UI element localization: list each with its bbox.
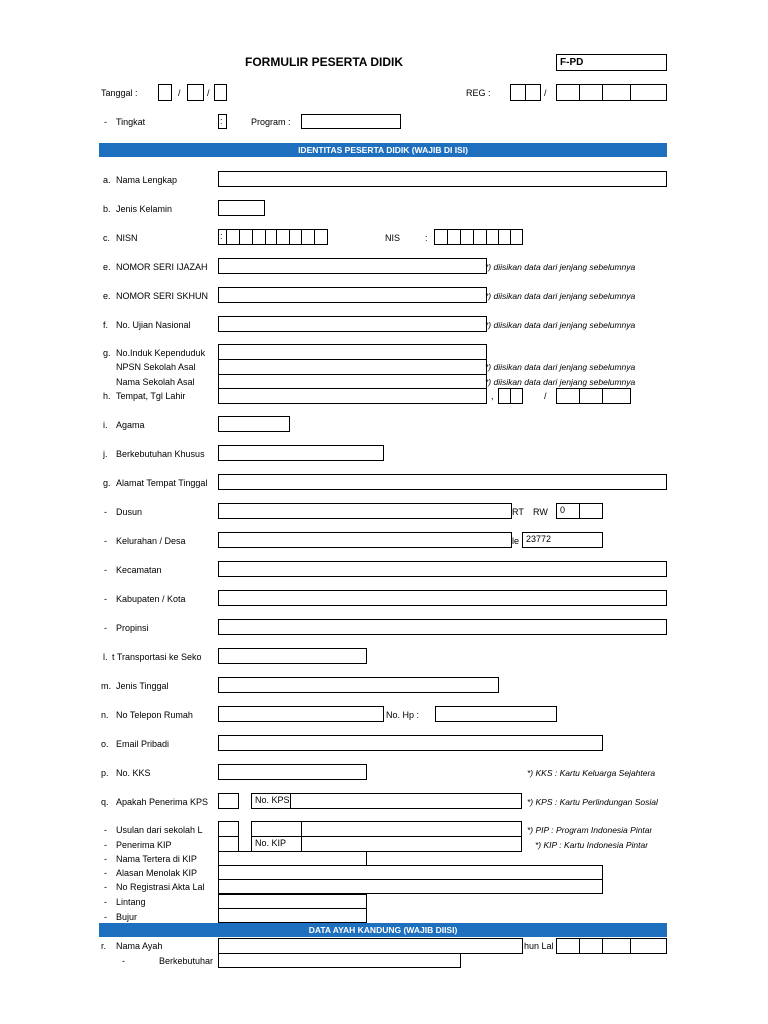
nik-label: No.Induk Kependuduk <box>116 348 206 358</box>
nama-lengkap-field[interactable] <box>218 171 667 187</box>
kip-answer-field[interactable] <box>218 836 239 852</box>
o-letter: o. <box>101 739 109 749</box>
kps-no-label-box: No. KPS <box>251 793 302 809</box>
tgl-lahir-day-2[interactable] <box>510 388 523 404</box>
ujian-nasional-label: No. Ujian Nasional <box>116 320 191 330</box>
tgl-lahir-year-1[interactable] <box>579 388 603 404</box>
tanggal-year-box[interactable] <box>214 84 227 101</box>
agama-label: Agama <box>116 420 145 430</box>
nisn-digit-7[interactable] <box>301 229 315 245</box>
usulan-dash: - <box>104 825 107 835</box>
tahun-lahir-box-4[interactable] <box>630 938 667 954</box>
kks-label: No. KKS <box>116 768 151 778</box>
l-letter: l. <box>103 652 108 662</box>
kodepos-label: le <box>512 536 520 546</box>
n-letter: n. <box>101 710 109 720</box>
kodepos-field[interactable]: 23772 <box>522 532 603 548</box>
c-letter: c. <box>103 233 111 243</box>
lintang-dash: - <box>104 897 107 907</box>
usulan-field[interactable] <box>218 821 239 837</box>
kabupaten-label: Kabupaten / Kota <box>116 594 186 604</box>
skhun-field[interactable] <box>218 287 487 303</box>
tahun-lahir-box-1[interactable] <box>556 938 580 954</box>
reg-box-2[interactable] <box>525 84 541 101</box>
dusun-label: Dusun <box>116 507 143 517</box>
tempat-lahir-label: Tempat, Tgl Lahir <box>116 391 186 401</box>
reg-box-5[interactable] <box>602 84 631 101</box>
tanggal-slash-1: / <box>178 88 181 98</box>
nama-ayah-label: Nama Ayah <box>116 941 163 951</box>
section-identitas: IDENTITAS PESERTA DIDIK (WAJIB DI ISI) <box>99 143 667 157</box>
rw-field[interactable]: 0 <box>556 503 580 519</box>
jenis-kelamin-label: Jenis Kelamin <box>116 204 173 214</box>
npsn-note: *) diisikan data dari jenjang sebelumnya <box>485 362 636 372</box>
tanggal-month-box[interactable] <box>187 84 204 101</box>
usulan-extra-1[interactable] <box>251 821 302 837</box>
nis-digit-7[interactable] <box>510 229 523 245</box>
nisn-digit-2[interactable] <box>239 229 253 245</box>
nama-lengkap-label: Nama Lengkap <box>116 175 178 185</box>
tanggal-day-box[interactable] <box>158 84 172 101</box>
hp-field[interactable] <box>435 706 557 722</box>
nisn-box-colon: : <box>218 229 227 245</box>
alasan-label: Alasan Menolak KIP <box>116 868 198 878</box>
alamat-label: Alamat Tempat Tinggal <box>116 478 208 488</box>
email-field[interactable] <box>218 735 603 751</box>
ijazah-field[interactable] <box>218 258 487 274</box>
lintang-label: Lintang <box>116 897 146 907</box>
nisn-digit-1[interactable] <box>226 229 240 245</box>
h-letter: h. <box>103 391 111 401</box>
alasan-dash: - <box>104 868 107 878</box>
tahun-lahir-box-3[interactable] <box>602 938 631 954</box>
q-letter: q. <box>101 797 109 807</box>
npsn-field[interactable] <box>218 359 487 375</box>
alamat-field[interactable] <box>218 474 667 490</box>
rt-label: RT <box>512 507 524 517</box>
rw-field-2[interactable] <box>579 503 603 519</box>
h-slash: / <box>544 391 547 401</box>
akta-label: No Registrasi Akta Lal <box>116 882 205 892</box>
bujur-dash: - <box>104 912 107 922</box>
tahun-lahir-label: hun Lal <box>524 941 554 951</box>
akta-field[interactable] <box>218 879 603 894</box>
program-label: Program : <box>251 117 291 127</box>
dusun-field[interactable] <box>218 503 512 519</box>
kecamatan-dash: - <box>104 565 107 575</box>
section-ayah: DATA AYAH KANDUNG (WAJIB DIISI) <box>99 923 667 937</box>
kks-note: *) KKS : Kartu Keluarga Sejahtera <box>527 768 656 778</box>
tahun-lahir-box-2[interactable] <box>579 938 603 954</box>
form-title: FORMULIR PESERTA DIDIK <box>245 55 403 69</box>
kabupaten-field[interactable] <box>218 590 667 606</box>
ijazah-label: NOMOR SERI IJAZAH <box>116 262 208 272</box>
e1-letter: e. <box>103 262 111 272</box>
jenis-tinggal-label: Jenis Tinggal <box>116 681 169 691</box>
g-letter: g. <box>103 348 111 358</box>
ayah-kebutuhan-label: Berkebutuhar <box>159 956 214 966</box>
telepon-label: No Telepon Rumah <box>116 710 193 720</box>
tingkat-dash: - <box>104 117 107 127</box>
ujian-note: *) diisikan data dari jenjang sebelumnya <box>485 320 636 330</box>
nama-kip-field[interactable] <box>218 851 367 866</box>
kelurahan-dash: - <box>104 536 107 546</box>
tempat-lahir-field[interactable] <box>218 388 487 404</box>
nik-field[interactable] <box>218 344 487 360</box>
e2-letter: e. <box>103 291 111 301</box>
tanggal-slash-2: / <box>207 88 210 98</box>
nis-digit-4[interactable] <box>473 229 487 245</box>
j-letter: j. <box>103 449 108 459</box>
kps-note: *) KPS : Kartu Perlindungan Sosial <box>527 797 658 807</box>
h-comma: , <box>491 391 494 401</box>
jenis-kelamin-field[interactable] <box>218 200 265 216</box>
nis-colon: : <box>425 233 428 243</box>
kps-question-label: Apakah Penerima KPS <box>116 797 209 807</box>
kelurahan-label: Kelurahan / Desa <box>116 536 186 546</box>
akta-dash: - <box>104 882 107 892</box>
i-letter: i. <box>103 420 108 430</box>
ayah-kebutuhan-dash: - <box>122 956 125 966</box>
kps-no-field[interactable] <box>290 793 522 809</box>
f-letter: f. <box>103 320 109 330</box>
kks-field[interactable] <box>218 764 367 780</box>
g2-letter: g. <box>103 478 111 488</box>
p-letter: p. <box>101 768 109 778</box>
rw-label: RW <box>533 507 548 517</box>
berkebutuhan-field[interactable] <box>218 445 384 461</box>
a-letter: a. <box>103 175 111 185</box>
reg-slash: / <box>544 88 547 98</box>
ijazah-note: *) diisikan data dari jenjang sebelumnya <box>485 262 636 272</box>
nis-label: NIS <box>385 233 401 243</box>
nis-digit-3[interactable] <box>460 229 474 245</box>
kecamatan-field[interactable] <box>218 561 667 577</box>
kip-note: *) KIP : Kartu Indonesia Pintar <box>535 840 649 850</box>
tingkat-label: Tingkat <box>116 117 146 127</box>
reg-box-6[interactable] <box>630 84 667 101</box>
reg-label: REG : <box>466 88 491 98</box>
reg-box-1[interactable] <box>510 84 526 101</box>
tanggal-label: Tanggal : <box>101 88 138 98</box>
reg-box-4[interactable] <box>579 84 603 101</box>
agama-field[interactable] <box>218 416 290 432</box>
jenis-tinggal-field[interactable] <box>218 677 499 693</box>
telepon-field[interactable] <box>218 706 384 722</box>
transportasi-label: t Transportasi ke Seko <box>112 652 202 662</box>
nama-kip-dash: - <box>104 854 107 864</box>
r-letter: r. <box>101 941 107 951</box>
bujur-field[interactable] <box>218 908 367 923</box>
berkebutuhan-label: Berkebutuhan Khusus <box>116 449 205 459</box>
kip-no-label-box: No. KIP <box>251 836 302 852</box>
email-label: Email Pribadi <box>116 739 170 749</box>
kelurahan-field[interactable] <box>218 532 512 548</box>
nisn-digit-5[interactable] <box>276 229 290 245</box>
npsn-label: NPSN Sekolah Asal <box>116 362 196 372</box>
reg-box-3[interactable] <box>556 84 580 101</box>
dusun-dash: - <box>104 507 107 517</box>
tgl-lahir-year-2[interactable] <box>602 388 631 404</box>
tingkat-box[interactable]: : <box>218 114 227 129</box>
propinsi-field[interactable] <box>218 619 667 635</box>
nama-ayah-field[interactable] <box>218 938 523 954</box>
skhun-note: *) diisikan data dari jenjang sebelumnya <box>485 291 636 301</box>
usulan-label: Usulan dari sekolah L <box>116 825 203 835</box>
kecamatan-label: Kecamatan <box>116 565 162 575</box>
form-code-box: F-PD <box>556 54 667 71</box>
skhun-label: NOMOR SERI SKHUN <box>116 291 209 301</box>
alasan-field[interactable] <box>218 865 603 880</box>
nama-sekolah-label: Nama Sekolah Asal <box>116 377 195 387</box>
pip-note: *) PIP : Program Indonesia Pintar <box>527 825 653 835</box>
b-letter: b. <box>103 204 111 214</box>
kabupaten-dash: - <box>104 594 107 604</box>
nama-sekolah-note: *) diisikan data dari jenjang sebelumnya <box>485 377 636 387</box>
program-box[interactable] <box>301 114 401 129</box>
nisn-digit-8[interactable] <box>314 229 328 245</box>
kip-dash: - <box>104 840 107 850</box>
ayah-kebutuhan-field[interactable] <box>218 953 461 968</box>
propinsi-dash: - <box>104 623 107 633</box>
m-letter: m. <box>101 681 111 691</box>
kip-label: Penerima KIP <box>116 840 172 850</box>
kip-no-field[interactable] <box>301 836 522 852</box>
usulan-extra-2[interactable] <box>301 821 522 837</box>
nisn-digit-3[interactable] <box>252 229 266 245</box>
bujur-label: Bujur <box>116 912 138 922</box>
lintang-field[interactable] <box>218 894 367 909</box>
kps-answer-field[interactable] <box>218 793 239 809</box>
nis-digit-2[interactable] <box>447 229 461 245</box>
nisn-label: NISN <box>116 233 138 243</box>
transportasi-field[interactable] <box>218 648 367 664</box>
propinsi-label: Propinsi <box>116 623 149 633</box>
ujian-nasional-field[interactable] <box>218 316 487 332</box>
hp-label: No. Hp : <box>386 710 420 720</box>
nama-kip-label: Nama Tertera di KIP <box>116 854 197 864</box>
tgl-lahir-month[interactable] <box>556 388 580 404</box>
nis-digit-1[interactable] <box>434 229 448 245</box>
